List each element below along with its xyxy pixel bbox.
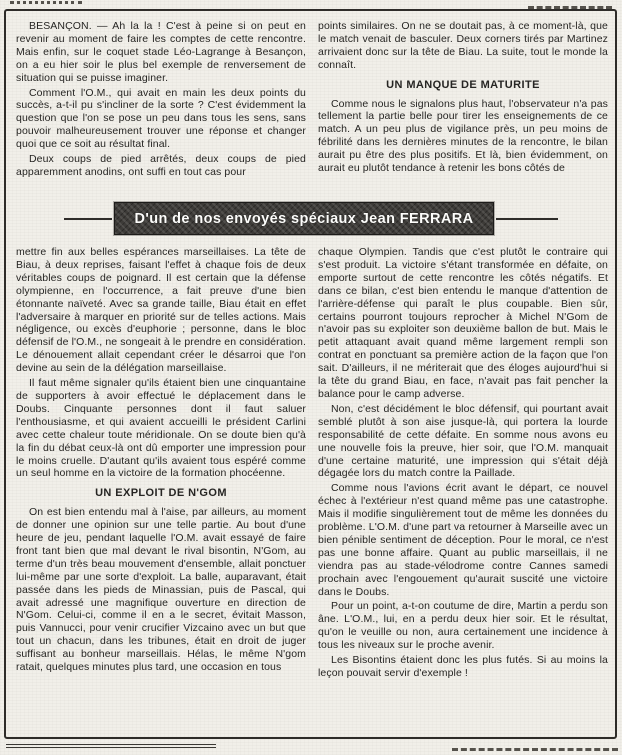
banner-rule-right <box>496 218 558 220</box>
article-paragraph: Deux coups de pied arrêtés, deux coups de pied apparemment anodins, ont suffi en tout cas pour <box>16 153 306 178</box>
column-top-left <box>16 20 306 202</box>
article-paragraph: BESANÇON. — Ah la la ! C'est à peine si on peut en revenir au moment de faire les comptes de cette rencontre. Mais enfin, sur le coquet stade Léo-Lagrange à Besançon, on a eu hier soir le plus bel exemple de renversement de situation qui se puisse imaginer. <box>16 20 306 84</box>
column-bottom-left <box>16 246 306 738</box>
article-paragraph: On est bien entendu mal à l'aise, par ailleurs, au moment de donner une opinion sur une telle partie. Au bout d'une heure de jeu, pendant laquelle l'O.M. avait essayé de faire front tant bien que mal devant le rival bisontin, N'Gom, au terme d'un très beau mouvement d'ensemble, allait ponctuer lui-même par une sorte d'exploit. La balle, auparavant, était passée dans les pieds de Minassian, puis de Pascal, qui avait adressé une magnifique ouverture en direction de N'Gom. Celui-ci, comme il en a le secret, évitait Masson, puis Vannucci, pour venir crucifier Vizcaino avec un but que tout un chacun, dans les tribunes, était en droit de juger suffisant au bonheur marseillais. Hélas, le même N'gom ratait, quelques minutes plus tard, une occasion en tous <box>16 506 306 674</box>
article-paragraph: Il faut même signaler qu'ils étaient bien une cinquantaine de supporters à avoir effectué le déplacement dans le Doubs. Cinquante personnes dont il faut saluer l'enthousiasme, et qui avaient accueilli le président Carlini avec cette chaleur toute méridionale. On se doute bien qu'à la fin du débat ceux-là ont dû emporter une impression pour le moins cruelle. D'autant qu'ils avaient tous espéré comme un seul homme en la victoire de la formation phocéenne. <box>16 377 306 480</box>
correspondent-banner-row <box>0 202 622 235</box>
scan-artifact-bottom-right <box>452 748 618 751</box>
column-bottom-right <box>318 246 608 738</box>
article-paragraph: Pour un point, a-t-on coutume de dire, Martin a perdu son âne. L'O.M., lui, en a perdu deux hier soir. Et le résultat, qu'on le veuille ou non, aura certainement une incidence à tous les niveaux sur le proche avenir. <box>318 600 608 652</box>
scan-artifact-top-left <box>10 1 82 4</box>
article-paragraph: Les Bisontins étaient donc les plus futés. Si au moins la leçon pouvait servir d'exemple ! <box>318 654 608 679</box>
article-paragraph: Non, c'est décidément le bloc défensif, qui pourtant avait semblé plutôt à son aise jusque-là, qui portera la lourde responsabilité de cette défaite. En somme nous avons eu une nouvelle fois la preuve, hier soir, que l'O.M. manquait d'une certaine maturité, une impression qui s'était déjà dégagée lors du match contre la Paillade. <box>318 402 608 480</box>
article-paragraph: points similaires. On ne se doutait pas, à ce moment-là, que le match venait de basculer. Deux corners tirés par Martinez arrivaient donc sur la tête de Biau. La suite, tout le monde la connaît. <box>318 20 608 71</box>
article-paragraph: Comme nous l'avions écrit avant le départ, ce nouvel échec à l'extérieur n'est quand même pas une catastrophe. Mais il modifie singulièrement tout de même les données du problème. L'O.M. d'une part va retourner à Marseille avec un bien pénible sentiment de déception. Pour le moral, ce n'est pas une bonne affaire. Quant au public marseillais, il ne viendra pas au stade-vélodrome contre Cannes samedi prochain avec l'engouement qu'aurait suscité une victoire dans le Doubs. <box>318 482 608 598</box>
article-paragraph: chaque Olympien. Tandis que c'est plutôt le contraire qui s'est produit. La victoire s'étant transformée en défaite, on emporte surtout de cette rencontre les côtés négatifs. Et dans ce bilan, c'est bien entendu le manque d'attention de l'arrière-défense qui paraît le plus coupable. Bien sûr, certains pourront toujours reprocher à Michel N'Gom de n'avoir pas su exploiter son deuxième ballon de but. Mais le petit attaquant avait quand même largement rempli son contrat en ponctuant sa première action de la façon que l'on sait. D'ailleurs, il ne mériterait que des éloges aujourd'hui si la tête du grand Biau, en face, n'avait pas fait pencher la balance pour le camp adverse. <box>318 246 608 400</box>
column-top-right <box>318 20 608 202</box>
section-heading-exploit-de-ngom: UN EXPLOIT DE N'GOM <box>95 487 227 500</box>
article-paragraph: Comme nous le signalons plus haut, l'observateur n'a pas tellement la partie belle pour tirer les enseignements de ce match. A un peu plus de vigilance près, un peu moins de fébrilité dans les dernières minutes de la rencontre, le bilan aurait pu être des plus positifs. Et là, bien évidemment, on aurait eu plutôt tendance à retenir les bons côtés de <box>318 97 608 175</box>
correspondent-banner-text: D'un de nos envoyés spéciaux Jean FERRARA <box>134 210 474 227</box>
article-paragraph: Comment l'O.M., qui avait en main les deux points du succès, a-t-il pu s'incliner de la sorte ? C'est évidemment la question que l'on se pose un peu dans tous les sens, sans pouvoir malheureusement trouver une réponse et changer quoi que ce soit au résultat final. <box>16 86 306 151</box>
section-heading-manque-de-maturite: UN MANQUE DE MATURITE <box>386 78 540 91</box>
article-paragraph: mettre fin aux belles espérances marseillaises. La tête de Biau, à deux reprises, faisant l'effet à chaque fois de deux véritables coups de poignard. Il est certain que la défense olympienne, en l'occurrence, a fait preuve d'une bien étonnante naïveté. Avec sa grande taille, Biau était en effet l'adversaire à marquer en priorité sur de telles actions. Mais négligence, ou excès d'euphorie ; personne, dans le bloc défensif de l'O.M., ne songeait à le prendre en considération. Le dénouement allait cependant créer le désarroi que l'on devine au sein de la délégation marseillaise. <box>16 246 306 375</box>
correspondent-banner <box>114 202 494 235</box>
banner-rule-left <box>64 218 112 220</box>
scan-artifact-bottom-left <box>6 744 216 748</box>
scan-artifact-top-right <box>528 6 612 9</box>
